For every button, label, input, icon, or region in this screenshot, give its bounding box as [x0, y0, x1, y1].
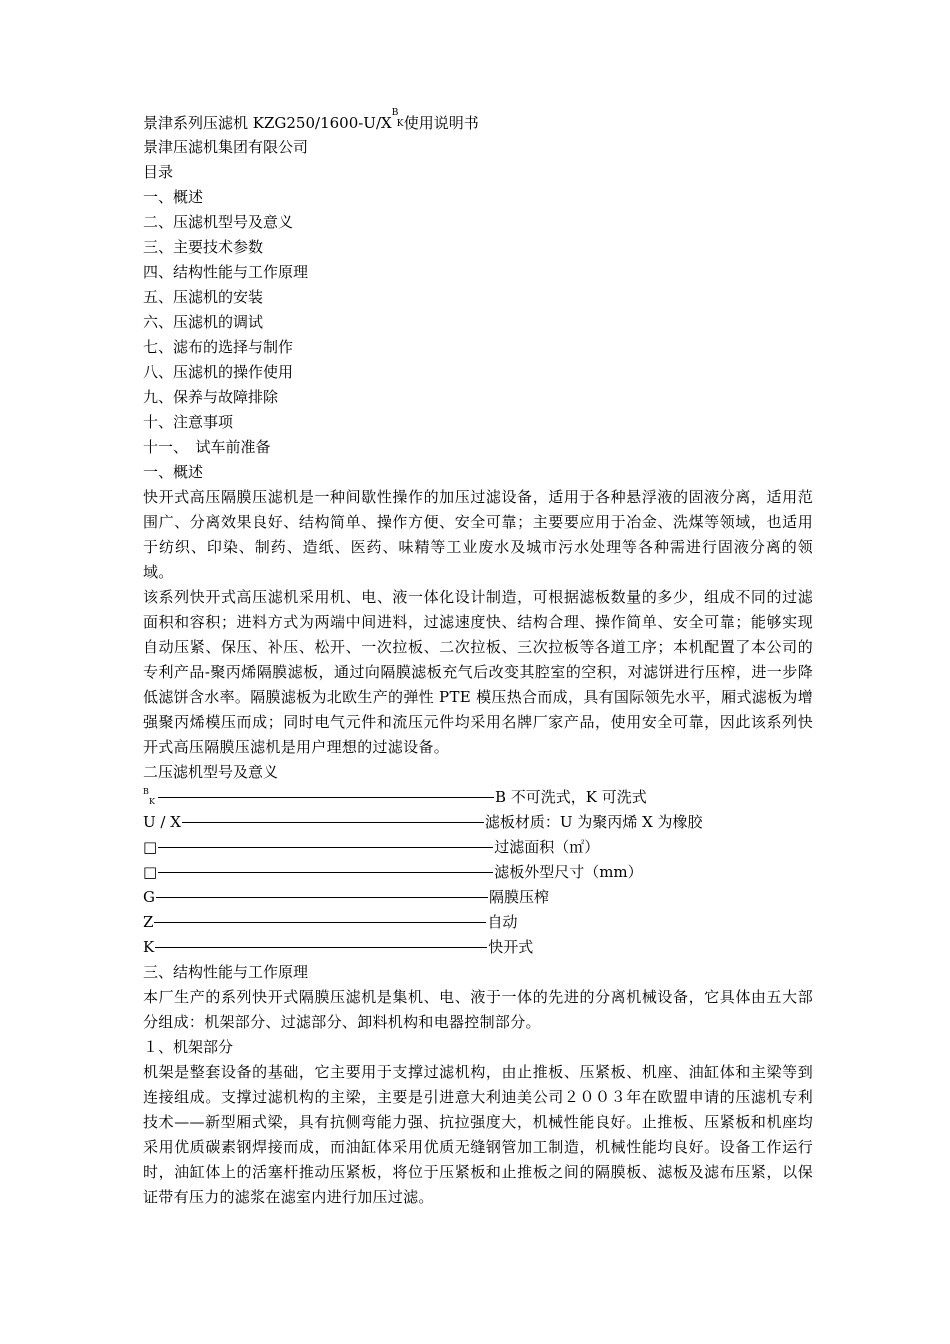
- leader-line: [154, 922, 486, 923]
- company-name: 景津压滤机集团有限公司: [143, 138, 309, 156]
- model-desc: B 不可洗式，K 可洗式: [495, 788, 647, 806]
- toc-item: 四、结构性能与工作原理: [143, 263, 309, 281]
- model-code-bk: B K: [143, 786, 155, 806]
- document-title: [143, 110, 813, 135]
- toc-item: 八、压滤机的操作使用: [143, 363, 294, 381]
- model-code: U / X: [143, 813, 181, 831]
- toc-heading: 目录: [143, 163, 174, 181]
- model-row-k: [143, 935, 813, 960]
- model-code: G: [143, 888, 155, 906]
- model-row-material: [143, 810, 813, 835]
- leader-line: [182, 822, 484, 823]
- toc-item: 六、压滤机的调试: [143, 313, 264, 331]
- section3-subheading: １、机架部分: [143, 1038, 234, 1056]
- document-page: [143, 110, 813, 1210]
- title-prefix: 景津系列压滤机 KZG250/1600-U/X: [143, 114, 392, 132]
- section3-paragraph-1: 本厂生产的系列快开式隔膜压滤机是集机、电、液于一体的先进的分离机械设备，它具体由五大部分组成：机架部分、过滤部分、卸料机构和电器控制部分。: [143, 988, 813, 1031]
- model-desc: 隔膜压榨: [488, 888, 549, 906]
- model-desc: 过滤面积（㎡）: [494, 838, 600, 856]
- model-code: □: [143, 863, 158, 881]
- title-superscript: B K: [391, 108, 404, 129]
- model-row-area: [143, 835, 813, 860]
- leader-line: [158, 847, 493, 848]
- toc-item: 九、保养与故障排除: [143, 388, 279, 406]
- leader-line: [158, 797, 494, 798]
- leader-line: [155, 947, 487, 948]
- section3-paragraph-2: 机架是整套设备的基础，它主要用于支撑过滤机构，由止推板、压紧板、机座、油缸体和主梁等到连接组成。支撑过滤机构的主梁，主要是引进意大利迪美公司２００３年在欧盟申请的压滤机专利技术——新型厢式梁，具有抗侧弯能力强、抗拉强度大，机械性能良好。止推板、压紧板和机座均采用优质碳素钢焊接而成，而油缸体采用优质无缝钢管加工制造，机械性能均良好。设备工作运行时，油缸体上的活塞杆推动压紧板，将位于压紧板和止推板之间的隔膜板、滤板及滤布压紧，以保证带有压力的滤浆在滤室内进行加压过滤。: [143, 1063, 813, 1206]
- model-code: □: [143, 838, 158, 856]
- model-code: K: [143, 938, 155, 956]
- toc-item: 二、压滤机型号及意义: [143, 213, 294, 231]
- toc-item: 七、滤布的选择与制作: [143, 338, 294, 356]
- toc-list: [143, 185, 813, 460]
- toc-item: 三、主要技术参数: [143, 238, 264, 256]
- model-row-g: [143, 885, 813, 910]
- model-desc: 滤板外型尺寸（mm）: [494, 863, 643, 881]
- section3-heading: 三、结构性能与工作原理: [143, 963, 309, 981]
- model-code: Z: [143, 913, 154, 931]
- leader-line: [156, 897, 488, 898]
- model-row-z: [143, 910, 813, 935]
- model-meaning-diagram: [143, 785, 813, 960]
- model-desc: 滤板材质：U 为聚丙烯 X 为橡胶: [484, 813, 703, 831]
- model-desc: 自动: [487, 913, 518, 931]
- title-suffix: 使用说明书: [403, 114, 479, 132]
- toc-item: 十、注意事项: [143, 413, 234, 431]
- toc-item: 五、压滤机的安装: [143, 288, 264, 306]
- section1-heading: 一、概述: [143, 463, 204, 481]
- section1-paragraph-2: 该系列快开式高压滤机采用机、电、液一体化设计制造，可根据滤板数量的多少，组成不同的过滤面积和容积；进料方式为两端中间进料，过滤速度快、结构合理、操作简单、安全可靠；能够实现自动压紧、保压、补压、松开、一次拉板、二次拉板、三次拉板等各道工序；本机配置了本公司的专利产品-聚丙烯隔膜滤板，通过向隔膜滤板充气后改变其腔室的空积，对滤饼进行压榨，进一步降低滤饼含水率。隔膜滤板为北欧生产的弹性 PTE 模压热合而成，具有国际领先水平，厢式滤板为增强聚丙烯模压而成；同时电气元件和流压元件均采用名牌厂家产品，使用安全可靠，因此该系列快开式高压隔膜压滤机是用户理想的过滤设备。: [143, 588, 813, 756]
- model-row-bk: [143, 785, 813, 810]
- toc-item: 十一、 试车前准备: [143, 438, 271, 456]
- leader-line: [158, 872, 493, 873]
- section1-paragraph-1: 快开式高压隔膜压滤机是一种间歇性操作的加压过滤设备，适用于各种悬浮液的固液分离，适用范围广、分离效果良好、结构简单、操作方便、安全可靠；主要要应用于冶金、洗煤等领域，也适用于纺织、印染、制药、造纸、医药、味精等工业废水及城市污水处理等各种需进行固液分离的领域。: [143, 488, 813, 581]
- toc-item: 一、概述: [143, 188, 204, 206]
- model-row-size: [143, 860, 813, 885]
- section2-heading: 二压滤机型号及意义: [143, 763, 279, 781]
- model-desc: 快开式: [488, 938, 534, 956]
